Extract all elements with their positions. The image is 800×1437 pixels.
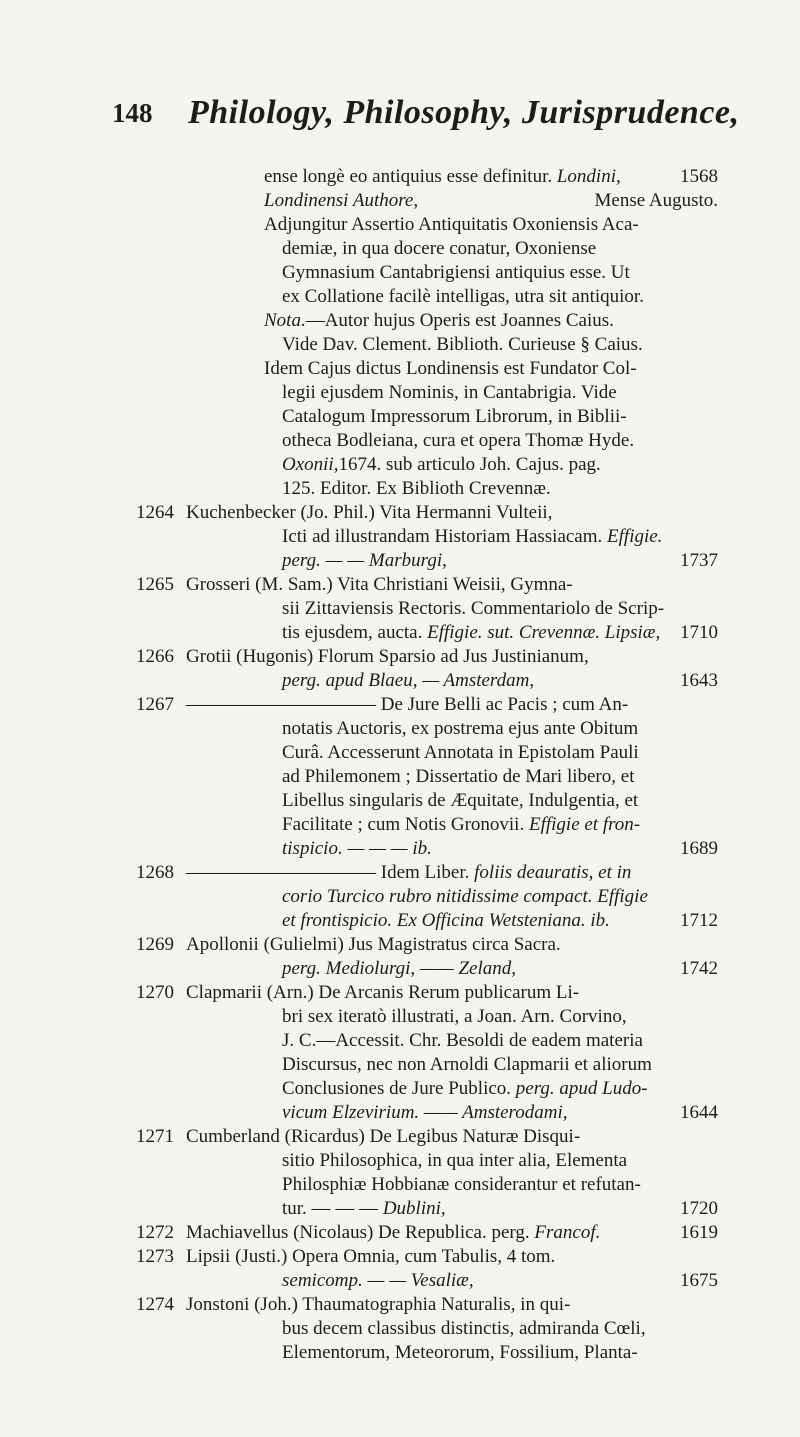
line-text: [186, 645, 710, 669]
catalogue-entry-line: [0, 501, 800, 525]
roman-text: notatis Auctoris, ex postrema ejus ante Obitum: [282, 718, 639, 739]
catalogue-text-line: [0, 1005, 800, 1029]
line-text: [282, 1269, 710, 1293]
roman-text: tur. — — —: [282, 1198, 379, 1219]
roman-text: Elementorum, Meteororum, Fossilium, Planta-: [282, 1342, 638, 1363]
line-text: [282, 1149, 710, 1173]
italic-text: perg. apud Blaeu, — Amsterdam,: [282, 670, 535, 691]
line-text: [264, 357, 710, 381]
roman-text-after: 1674. sub articulo Joh. Cajus. pag.: [338, 454, 601, 475]
catalogue-text-line: [0, 549, 800, 573]
line-text: [282, 1101, 710, 1125]
line-text: [282, 525, 710, 549]
imprint-year: 1712: [680, 910, 718, 931]
line-text: [282, 477, 710, 501]
line-text: [186, 573, 710, 597]
line-text: [282, 957, 710, 981]
catalogue-text-line: [0, 813, 800, 837]
roman-text: Discursus, nec non Arnoldi Clapmarii et aliorum: [282, 1054, 652, 1075]
catalogue-entry-line: [0, 573, 800, 597]
catalogue-text-line: [0, 405, 800, 429]
line-text: [186, 1125, 710, 1149]
catalogue-entry-line: [0, 1245, 800, 1269]
imprint-year: 1619: [680, 1222, 718, 1243]
roman-text: tis ejusdem, aucta.: [282, 622, 423, 643]
line-text: [282, 549, 710, 573]
imprint-year: 1742: [680, 958, 718, 979]
line-text: [282, 597, 710, 621]
imprint-year: 1643: [680, 670, 718, 691]
italic-text: vicum Elzevirium. —— Amsterodami,: [282, 1102, 568, 1123]
catalogue-text-line: [0, 237, 800, 261]
catalogue-text-line: [0, 765, 800, 789]
line-text: [282, 717, 710, 741]
italic-text: corio Turcico rubro nitidissime compact. Effigie: [282, 886, 648, 907]
line-text: [282, 285, 710, 309]
italic-text: foliis deauratis, et in: [469, 862, 632, 883]
line-text: [282, 909, 710, 933]
catalogue-text-line: [0, 669, 800, 693]
roman-text: ad Philemonem ; Dissertatio de Mari libero, et: [282, 766, 635, 787]
catalogue-text-line: [0, 165, 800, 189]
italic-text: Londini,: [552, 166, 621, 187]
catalogue-text-line: [0, 333, 800, 357]
line-text: [282, 237, 710, 261]
catalogue-text-line: [0, 789, 800, 813]
catalogue-text-line: [0, 213, 800, 237]
roman-text: bus decem classibus distinctis, admiranda Cœli,: [282, 1318, 646, 1339]
roman-text: Apollonii (Gulielmi) Jus Magistratus circa Sacra.: [186, 934, 561, 955]
catalogue-text-line: [0, 1053, 800, 1077]
roman-text: Conclusiones de Jure Publico.: [282, 1078, 512, 1099]
roman-text: Libellus singularis de Æquitate, Indulgentia, et: [282, 790, 639, 811]
line-text: [264, 309, 710, 333]
catalogue-text-line: [0, 909, 800, 933]
lot-number: 1271: [136, 1126, 174, 1147]
lot-number: 1266: [136, 646, 174, 667]
roman-text: Idem Cajus dictus Londinensis est Fundator Col-: [264, 358, 637, 379]
italic-text: tispicio. — — — ib.: [282, 838, 432, 859]
catalogue-text-line: [0, 957, 800, 981]
line-text: [282, 621, 710, 645]
italic-text: Oxonii,: [282, 454, 339, 475]
line-text: [186, 1245, 710, 1269]
roman-text: J. C.—Accessit. Chr. Besoldi de eadem materia: [282, 1030, 643, 1051]
line-text: [282, 1173, 710, 1197]
page-title: Philology, Philosophy, Jurisprudence,: [188, 94, 740, 131]
catalogue-text-line: [0, 285, 800, 309]
imprint-year: 1720: [680, 1198, 718, 1219]
catalogue-entry-line: [0, 981, 800, 1005]
catalogue-text-line: [0, 477, 800, 501]
roman-text: Facilitate ; cum Notis Gronovii.: [282, 814, 525, 835]
imprint-year: 1644: [680, 1102, 718, 1123]
line-text: [282, 1029, 710, 1053]
catalogue-text-line: [0, 621, 800, 645]
roman-text: Catalogum Impressorum Librorum, in Biblii-: [282, 406, 627, 427]
roman-text: ense longè eo antiquius esse definitur.: [264, 166, 553, 187]
lot-number: 1267: [136, 694, 174, 715]
line-text: [282, 1317, 710, 1341]
italic-text: perg. — — Marburgi,: [282, 550, 447, 571]
imprint-year: Mense Augusto.: [594, 190, 718, 211]
catalogue-text-line: [0, 837, 800, 861]
imprint-year: 1737: [680, 550, 718, 571]
italic-text: et frontispicio. Ex Officina Wetsteniana. ib.: [282, 910, 610, 931]
catalogue-entry-line: [0, 861, 800, 885]
line-text: [186, 1221, 710, 1245]
roman-text: —————————— De Jure Belli ac Pacis ; cum An-: [186, 694, 629, 715]
line-text: [282, 765, 710, 789]
catalogue-text-line: [0, 261, 800, 285]
catalogue-text-line: [0, 1149, 800, 1173]
roman-text: Cumberland (Ricardus) De Legibus Naturæ Disqui-: [186, 1126, 581, 1147]
catalogue-text-line: [0, 453, 800, 477]
italic-text: perg. apud Ludo-: [511, 1078, 648, 1099]
roman-text: sitio Philosophica, in qua inter alia, Elementa: [282, 1150, 628, 1171]
line-text: [186, 693, 710, 717]
line-text: [282, 1197, 710, 1221]
roman-text: Jonstoni (Joh.) Thaumatographia Naturalis, in qui-: [186, 1294, 571, 1315]
lot-number: 1274: [136, 1294, 174, 1315]
roman-text: ex Collatione facilè intelligas, utra sit antiquior.: [282, 286, 644, 307]
lot-number: 1270: [136, 982, 174, 1003]
roman-text: Grotii (Hugonis) Florum Sparsio ad Jus Justinianum,: [186, 646, 589, 667]
catalogue-entry-line: [0, 1293, 800, 1317]
line-text: [264, 213, 710, 237]
roman-text: Lipsii (Justi.) Opera Omnia, cum Tabulis, 4 tom.: [186, 1246, 556, 1267]
italic-text: Dublini,: [378, 1198, 446, 1219]
roman-text: legii ejusdem Nominis, in Cantabrigia. Vide: [282, 382, 617, 403]
catalogue-entry-line: [0, 933, 800, 957]
imprint-year: 1675: [680, 1270, 718, 1291]
italic-text: Londinensi Authore,: [264, 190, 419, 211]
lot-number: 1273: [136, 1246, 174, 1267]
roman-text: Adjungitur Assertio Antiquitatis Oxoniensis Aca-: [264, 214, 639, 235]
line-text: [282, 789, 710, 813]
line-text: [282, 837, 710, 861]
line-text: [282, 261, 710, 285]
line-text: [186, 1293, 710, 1317]
line-text: [282, 405, 710, 429]
catalogue-text-line: [0, 1077, 800, 1101]
italic-text: Francof.: [529, 1222, 601, 1243]
roman-text: Vide Dav. Clement. Biblioth. Curieuse § Caius.: [282, 334, 643, 355]
italic-text: Effigie et fron-: [524, 814, 641, 835]
line-text: [186, 933, 710, 957]
catalogue-body: [0, 165, 800, 1365]
lot-number: 1268: [136, 862, 174, 883]
line-text: [282, 381, 710, 405]
line-text: [282, 813, 710, 837]
italic-text: perg. Mediolurgi, —— Zeland,: [282, 958, 516, 979]
catalogue-text-line: [0, 189, 800, 213]
imprint-year: 1689: [680, 838, 718, 859]
italic-text: Effigie.: [602, 526, 663, 547]
catalogue-text-line: [0, 381, 800, 405]
roman-text: —————————— Idem Liber.: [186, 862, 470, 883]
catalogue-text-line: [0, 429, 800, 453]
line-text: [282, 1053, 710, 1077]
catalogue-text-line: [0, 1269, 800, 1293]
catalogue-text-line: [0, 1341, 800, 1365]
lot-number: 1264: [136, 502, 174, 523]
roman-text: Clapmarii (Arn.) De Arcanis Rerum publicarum Li-: [186, 982, 580, 1003]
line-text: [282, 429, 710, 453]
roman-text: Grosseri (M. Sam.) Vita Christiani Weisii, Gymna-: [186, 574, 573, 595]
catalogue-entry-line: [0, 645, 800, 669]
catalogue-text-line: [0, 357, 800, 381]
catalogue-text-line: [0, 1197, 800, 1221]
line-text: [282, 741, 710, 765]
roman-text: Philosphiæ Hobbianæ considerantur et refutan-: [282, 1174, 641, 1195]
catalogue-text-line: [0, 741, 800, 765]
catalogue-entry-line: [0, 1221, 800, 1245]
roman-text: demiæ, in qua docere conatur, Oxoniense: [282, 238, 597, 259]
roman-text: 125. Editor. Ex Biblioth Crevennæ.: [282, 478, 551, 499]
page-number: 148: [112, 98, 153, 128]
catalogue-text-line: [0, 1317, 800, 1341]
catalogue-entry-line: [0, 693, 800, 717]
lot-number: 1269: [136, 934, 174, 955]
line-text: [282, 1005, 710, 1029]
roman-text: otheca Bodleiana, cura et opera Thomæ Hyde.: [282, 430, 635, 451]
roman-text: Icti ad illustrandam Historiam Hassiacam.: [282, 526, 603, 547]
roman-text: sii Zittaviensis Rectoris. Commentariolo de Scrip-: [282, 598, 665, 619]
roman-text: Gymnasium Cantabrigiensi antiquius esse. Ut: [282, 262, 630, 283]
line-text: [186, 981, 710, 1005]
catalogue-text-line: [0, 597, 800, 621]
catalogue-text-line: [0, 525, 800, 549]
italic-text: Nota.: [264, 310, 306, 331]
roman-text-after: —Autor hujus Operis est Joannes Caius.: [305, 310, 614, 331]
roman-text: Kuchenbecker (Jo. Phil.) Vita Hermanni Vulteii,: [186, 502, 553, 523]
imprint-year: 1568: [680, 166, 718, 187]
roman-text: bri sex iteratò illustrati, a Joan. Arn. Corvino,: [282, 1006, 627, 1027]
line-text: [282, 1341, 710, 1365]
roman-text: Curâ. Accesserunt Annotata in Epistolam Pauli: [282, 742, 639, 763]
catalogue-entry-line: [0, 1125, 800, 1149]
italic-text: Effigie. sut. Crevennæ. Lipsiæ,: [422, 622, 661, 643]
catalogue-text-line: [0, 1173, 800, 1197]
catalogue-text-line: [0, 885, 800, 909]
line-text: [282, 333, 710, 357]
roman-text: Machiavellus (Nicolaus) De Republica. perg.: [186, 1222, 530, 1243]
line-text: [186, 861, 710, 885]
lot-number: 1265: [136, 574, 174, 595]
italic-text: semicomp. — — Vesaliæ,: [282, 1270, 474, 1291]
catalogue-text-line: [0, 1101, 800, 1125]
line-text: [282, 453, 710, 477]
running-head: [0, 94, 800, 148]
catalogue-text-line: [0, 717, 800, 741]
catalogue-text-line: [0, 309, 800, 333]
line-text: [186, 501, 710, 525]
line-text: [282, 1077, 710, 1101]
catalogue-text-line: [0, 1029, 800, 1053]
line-text: [264, 165, 710, 189]
line-text: [282, 885, 710, 909]
lot-number: 1272: [136, 1222, 174, 1243]
line-text: [282, 669, 710, 693]
imprint-year: 1710: [680, 622, 718, 643]
